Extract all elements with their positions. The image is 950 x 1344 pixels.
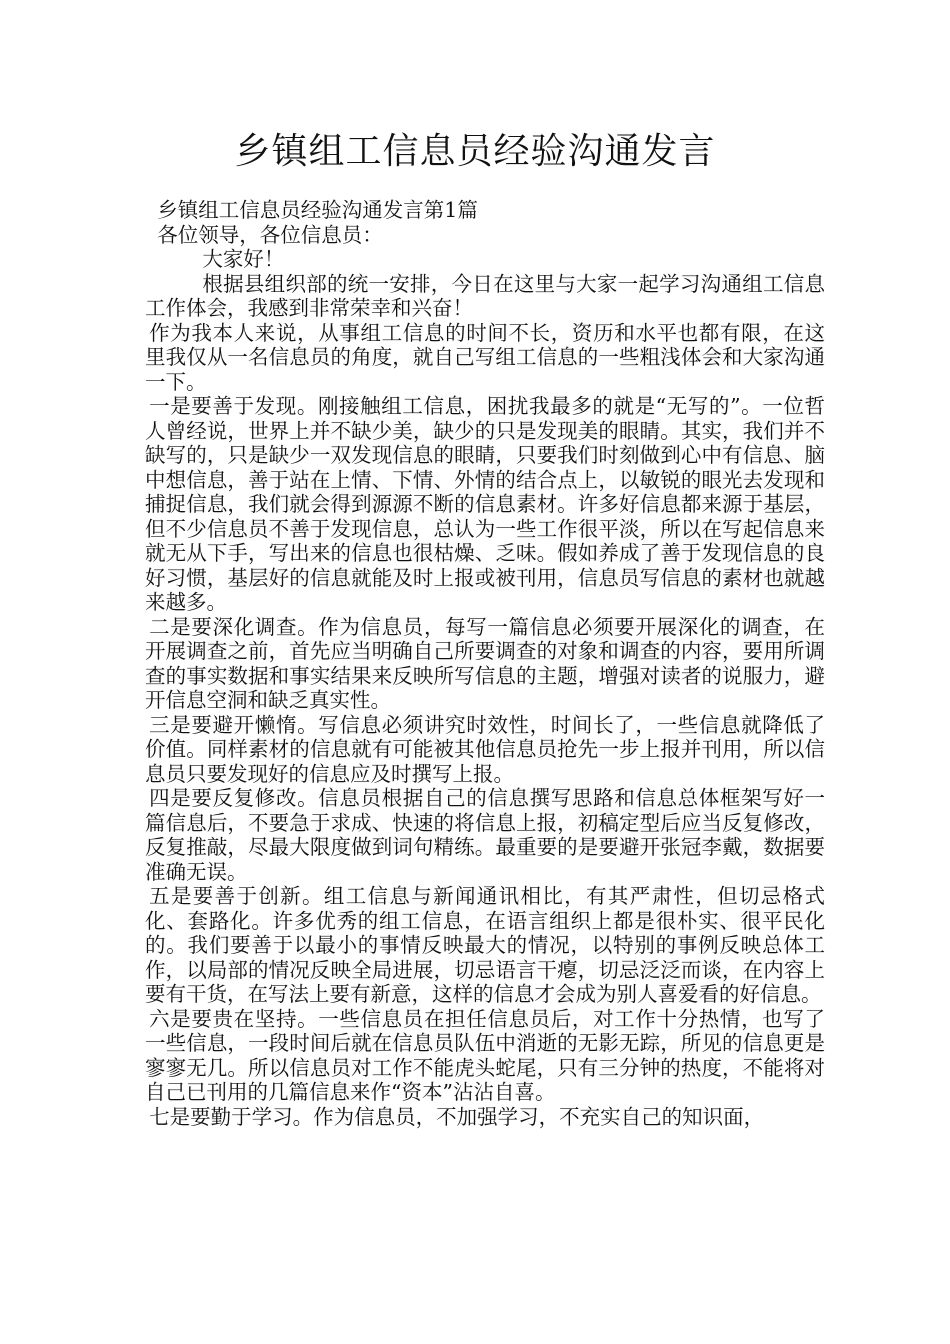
document-body	[145, 198, 825, 1129]
paragraph: 五是要善于创新。组工信息与新闻通讯相比，有其严肃性，但切忌格式化、套路化。许多优秀的组工信息，在语言组织上都是很朴实、很平民化的。我们要善于以最小的事情反映最大的情况，以特别的事例反映总体工作，以局部的情况反映全局进展，切忌语言干瘪，切忌泛泛而谈，在内容上要有干货，在写法上要有新意，这样的信息才会成为别人喜爱看的好信息。	[145, 884, 825, 1006]
section-heading: 乡镇组工信息员经验沟通发言第1篇	[157, 198, 478, 222]
paragraph: 作为我本人来说，从事组工信息的时间不长，资历和水平也都有限，在这里我仅从一名信息员的角度，就自己写组工信息的一些粗浅体会和大家沟通一下。	[145, 320, 825, 394]
paragraph: 二是要深化调查。作为信息员，每写一篇信息必须要开展深化的调查，在开展调查之前，首先应当明确自己所要调查的对象和调查的内容，要用所调查的事实数据和事实结果来反映所写信息的主题，增强对读者的说服力，避开信息空洞和缺乏真实性。	[145, 614, 825, 712]
paragraph: 四是要反复修改。信息员根据自己的信息撰写思路和信息总体框架写好一篇信息后，不要急于求成、快速的将信息上报，初稿定型后应当反复修改，反复推敲，尽最大限度做到词句精练。最重要的是要避开张冠李戴，数据要准确无误。	[145, 786, 825, 884]
paragraph: 一是要善于发现。刚接触组工信息，困扰我最多的就是“无写的”。一位哲人曾经说，世界上并不缺少美，缺少的只是发现美的眼睛。其实，我们并不缺写的，只是缺少一双发现信息的眼睛，只要我们时刻做到心中有信息、脑中想信息，善于站在上情、下情、外情的结合点上，以敏锐的眼光去发现和捕捉信息，我们就会得到源源不断的信息素材。许多好信息都来源于基层，但不少信息员不善于发现信息，总认为一些工作很平淡，所以在写起信息来就无从下手，写出来的信息也很枯燥、乏味。假如养成了善于发现信息的良好习惯，基层好的信息就能及时上报或被刊用，信息员写信息的素材也就越来越多。	[145, 394, 825, 614]
paragraph: 六是要贵在坚持。一些信息员在担任信息员后，对工作十分热情，也写了一些信息，一段时间后就在信息员队伍中消逝的无影无踪，所见的信息更是寥寥无几。所以信息员对工作不能虎头蛇尾，只有三分钟的热度，不能将对自己已刊用的几篇信息来作“资本”沾沾自喜。	[145, 1006, 825, 1104]
salutation: 各位领导，各位信息员：	[157, 222, 383, 247]
paragraph: 三是要避开懒惰。写信息必须讲究时效性，时间长了，一些信息就降低了价值。同样素材的信息就有可能被其他信息员抢先一步上报并刊用，所以信息员只要发现好的信息应及时撰写上报。	[145, 712, 825, 786]
paragraph: 根据县组织部的统一安排，今日在这里与大家一起学习沟通组工信息工作体会，我感到非常荣幸和兴奋！	[145, 271, 825, 320]
paragraph: 七是要勤于学习。作为信息员，不加强学习，不充实自己的知识面，	[149, 1104, 765, 1129]
document-title: 乡镇组工信息员经验沟通发言	[234, 131, 716, 172]
greeting: 大家好！	[202, 247, 285, 271]
